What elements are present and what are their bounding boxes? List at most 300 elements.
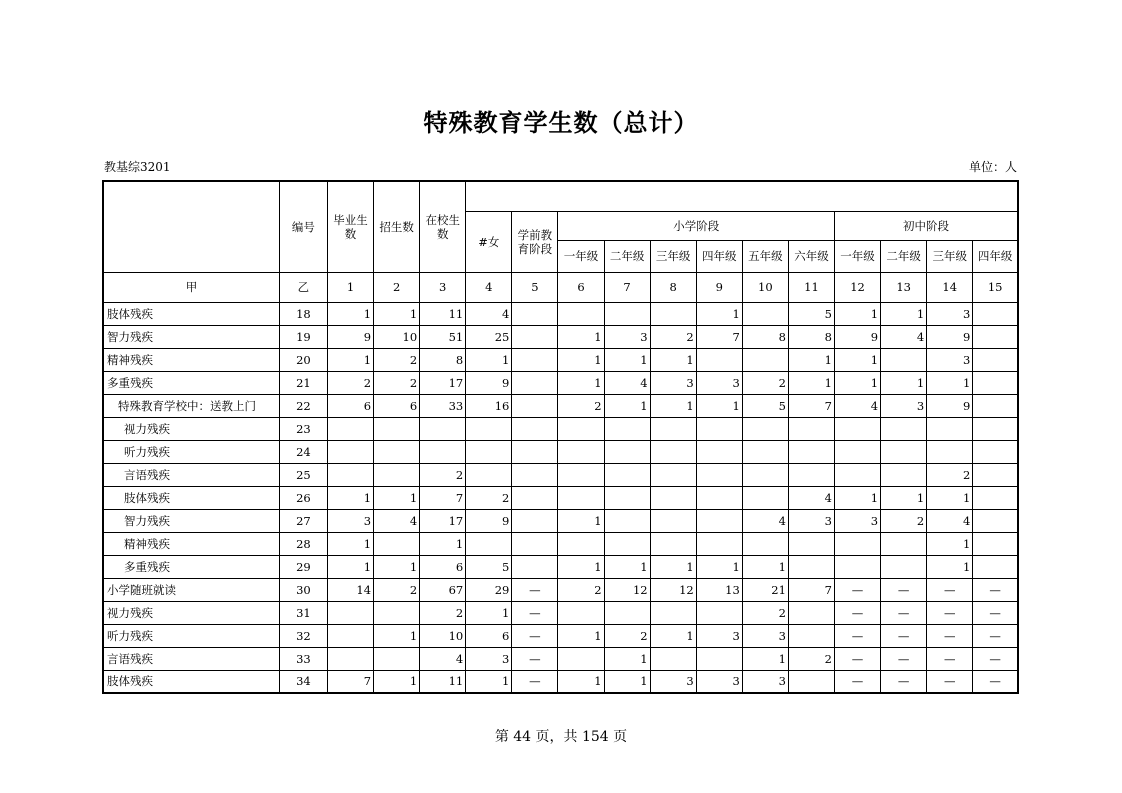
- table-cell: 7: [788, 578, 834, 601]
- table-cell: 8: [742, 325, 788, 348]
- row-label: 听力残疾: [103, 624, 279, 647]
- table-cell: [374, 647, 420, 670]
- row-label: 精神残疾: [103, 348, 279, 371]
- table-cell: 2: [788, 647, 834, 670]
- table-cell: 1: [696, 555, 742, 578]
- table-cell: 4: [420, 647, 466, 670]
- table-cell: —: [512, 647, 558, 670]
- header-female: #女: [466, 211, 512, 272]
- column-index: 9: [696, 272, 742, 302]
- table-cell: 2: [927, 463, 973, 486]
- table-cell: 1: [558, 670, 604, 693]
- table-row: [103, 394, 1018, 417]
- table-cell: —: [973, 624, 1018, 647]
- table-cell: 1: [327, 555, 373, 578]
- table-cell: 4: [374, 509, 420, 532]
- header-primary-grade: 三年级: [650, 240, 696, 272]
- table-cell: [374, 417, 420, 440]
- table-cell: 7: [327, 670, 373, 693]
- table-cell: [604, 532, 650, 555]
- table-cell: 1: [650, 394, 696, 417]
- table-cell: 1: [835, 486, 881, 509]
- row-label: 智力残疾: [103, 325, 279, 348]
- column-index: 3: [420, 272, 466, 302]
- table-cell: 2: [742, 601, 788, 624]
- row-label: 小学随班就读: [103, 578, 279, 601]
- table-cell: [881, 417, 927, 440]
- table-cell: [512, 325, 558, 348]
- table-cell: [374, 532, 420, 555]
- table-cell: 8: [788, 325, 834, 348]
- row-number: 32: [279, 624, 327, 647]
- table-cell: 3: [927, 302, 973, 325]
- table-cell: 9: [466, 371, 512, 394]
- column-index: 10: [742, 272, 788, 302]
- table-cell: [374, 601, 420, 624]
- table-cell: 7: [788, 394, 834, 417]
- table-cell: —: [512, 601, 558, 624]
- table-cell: [650, 647, 696, 670]
- table-row: [103, 670, 1018, 693]
- table-cell: [512, 417, 558, 440]
- table-cell: 4: [835, 394, 881, 417]
- table-cell: 9: [466, 509, 512, 532]
- table-cell: 1: [374, 624, 420, 647]
- table-cell: 2: [420, 601, 466, 624]
- column-index: 14: [927, 272, 973, 302]
- table-cell: 5: [788, 302, 834, 325]
- table-cell: [835, 417, 881, 440]
- table-cell: 12: [604, 578, 650, 601]
- table-cell: 1: [604, 555, 650, 578]
- table-cell: 1: [742, 555, 788, 578]
- header-enrolled: 招生数: [374, 181, 420, 272]
- table-cell: 3: [696, 371, 742, 394]
- header-junior-grade: 三年级: [927, 240, 973, 272]
- table-cell: 1: [788, 348, 834, 371]
- table-cell: 1: [604, 647, 650, 670]
- table-cell: 1: [881, 371, 927, 394]
- table-row: [103, 348, 1018, 371]
- table-cell: [742, 440, 788, 463]
- table-cell: [558, 486, 604, 509]
- table-cell: 1: [558, 325, 604, 348]
- table-cell: [558, 647, 604, 670]
- table-cell: [973, 394, 1018, 417]
- table-cell: 25: [466, 325, 512, 348]
- table-cell: 3: [835, 509, 881, 532]
- table-cell: [788, 532, 834, 555]
- table-cell: [604, 417, 650, 440]
- row-label: 视力残疾: [103, 417, 279, 440]
- table-cell: —: [973, 647, 1018, 670]
- table-cell: [788, 624, 834, 647]
- table-cell: 2: [604, 624, 650, 647]
- column-index: 1: [327, 272, 373, 302]
- table-cell: 1: [696, 394, 742, 417]
- page-title: 特殊教育学生数（总计）: [423, 109, 699, 137]
- column-index: 12: [835, 272, 881, 302]
- column-index: 15: [973, 272, 1018, 302]
- row-number: 27: [279, 509, 327, 532]
- table-cell: [650, 509, 696, 532]
- table-cell: 2: [558, 578, 604, 601]
- table-cell: [742, 532, 788, 555]
- row-number: 28: [279, 532, 327, 555]
- table-cell: 10: [420, 624, 466, 647]
- table-cell: —: [881, 624, 927, 647]
- table-cell: [558, 463, 604, 486]
- table-cell: 1: [742, 647, 788, 670]
- table-cell: 4: [604, 371, 650, 394]
- table-cell: 1: [558, 371, 604, 394]
- table-cell: [327, 601, 373, 624]
- table-cell: [881, 532, 927, 555]
- table-cell: [374, 463, 420, 486]
- table-cell: 33: [420, 394, 466, 417]
- table-cell: [650, 532, 696, 555]
- table-cell: [604, 486, 650, 509]
- table-row: [103, 647, 1018, 670]
- table-cell: 5: [466, 555, 512, 578]
- row-label: 肢体残疾: [103, 486, 279, 509]
- table-cell: [742, 348, 788, 371]
- table-cell: 2: [374, 371, 420, 394]
- table-cell: 1: [788, 371, 834, 394]
- table-cell: 2: [374, 578, 420, 601]
- table-cell: 1: [604, 348, 650, 371]
- table-cell: [327, 417, 373, 440]
- table-cell: 1: [558, 555, 604, 578]
- row-label: 肢体残疾: [103, 670, 279, 693]
- unit-label: 单位：人: [968, 160, 1017, 174]
- row-number: 21: [279, 371, 327, 394]
- header-junior-grade: 一年级: [835, 240, 881, 272]
- table-cell: [788, 601, 834, 624]
- table-cell: [696, 440, 742, 463]
- row-number: 30: [279, 578, 327, 601]
- table-cell: 1: [558, 624, 604, 647]
- table-cell: [374, 440, 420, 463]
- table-cell: [650, 440, 696, 463]
- table-cell: 3: [327, 509, 373, 532]
- row-number: 22: [279, 394, 327, 417]
- table-cell: 1: [650, 348, 696, 371]
- table-cell: 11: [420, 302, 466, 325]
- table-cell: [466, 532, 512, 555]
- table-cell: 1: [374, 302, 420, 325]
- table-cell: [742, 417, 788, 440]
- table-cell: 1: [650, 624, 696, 647]
- table-cell: [973, 440, 1018, 463]
- table-cell: —: [973, 601, 1018, 624]
- table-cell: [558, 417, 604, 440]
- table-cell: [512, 509, 558, 532]
- table-cell: [973, 371, 1018, 394]
- table-cell: 1: [881, 302, 927, 325]
- table-cell: 5: [742, 394, 788, 417]
- table-cell: 4: [927, 509, 973, 532]
- table-cell: [512, 486, 558, 509]
- table-cell: 17: [420, 371, 466, 394]
- table-cell: [558, 302, 604, 325]
- table-cell: [973, 486, 1018, 509]
- table-cell: 67: [420, 578, 466, 601]
- table-cell: 6: [420, 555, 466, 578]
- table-cell: 3: [696, 670, 742, 693]
- table-cell: 3: [927, 348, 973, 371]
- table-cell: 3: [742, 624, 788, 647]
- table-cell: 4: [788, 486, 834, 509]
- table-cell: 6: [374, 394, 420, 417]
- table-cell: 1: [927, 532, 973, 555]
- table-cell: [604, 601, 650, 624]
- header-primary-grade: 四年级: [696, 240, 742, 272]
- table-cell: 1: [466, 670, 512, 693]
- table-cell: 1: [881, 486, 927, 509]
- header-junior-stage: 初中阶段: [835, 211, 1019, 240]
- table-cell: 4: [466, 302, 512, 325]
- table-cell: 1: [558, 348, 604, 371]
- table-cell: [696, 463, 742, 486]
- table-cell: [696, 486, 742, 509]
- table-cell: —: [835, 601, 881, 624]
- table-cell: [788, 417, 834, 440]
- table-row: [103, 302, 1018, 325]
- table-cell: [604, 302, 650, 325]
- header-in-school: 在校生数: [420, 181, 466, 272]
- table-cell: [881, 440, 927, 463]
- row-number: 19: [279, 325, 327, 348]
- column-index: 13: [881, 272, 927, 302]
- header-top-blank: [466, 181, 1018, 211]
- table-cell: [466, 463, 512, 486]
- table-cell: 10: [374, 325, 420, 348]
- table-cell: [650, 302, 696, 325]
- header-primary-stage: 小学阶段: [558, 211, 835, 240]
- data-table: [102, 180, 1019, 694]
- table-cell: 2: [881, 509, 927, 532]
- table-cell: [558, 440, 604, 463]
- table-cell: [788, 555, 834, 578]
- table-cell: 2: [466, 486, 512, 509]
- table-cell: 13: [696, 578, 742, 601]
- table-row: [103, 417, 1018, 440]
- table-cell: 1: [604, 394, 650, 417]
- table-cell: 1: [374, 555, 420, 578]
- table-row: [103, 325, 1018, 348]
- table-cell: [696, 417, 742, 440]
- table-cell: [420, 417, 466, 440]
- table-cell: —: [512, 578, 558, 601]
- table-cell: [512, 371, 558, 394]
- table-cell: 6: [466, 624, 512, 647]
- page-footer: 第 44 页，共 154 页: [494, 729, 628, 745]
- table-cell: 1: [327, 532, 373, 555]
- header-junior-grade: 二年级: [881, 240, 927, 272]
- table-cell: 4: [742, 509, 788, 532]
- form-code: 教基综3201: [104, 160, 171, 174]
- table-cell: [558, 601, 604, 624]
- table-cell: 8: [420, 348, 466, 371]
- table-cell: 4: [881, 325, 927, 348]
- table-cell: 16: [466, 394, 512, 417]
- table-cell: 3: [696, 624, 742, 647]
- row-label: 特殊教育学校中：送教上门: [103, 394, 279, 417]
- table-cell: 1: [835, 371, 881, 394]
- table-cell: [512, 532, 558, 555]
- table-cell: [650, 417, 696, 440]
- table-cell: [788, 463, 834, 486]
- column-index: 8: [650, 272, 696, 302]
- table-cell: 2: [650, 325, 696, 348]
- table-cell: 1: [835, 302, 881, 325]
- table-cell: 1: [327, 486, 373, 509]
- table-cell: 1: [604, 670, 650, 693]
- column-index: 11: [788, 272, 834, 302]
- table-cell: [973, 509, 1018, 532]
- header-primary-grade: 二年级: [604, 240, 650, 272]
- header-number: 编号: [279, 181, 327, 272]
- table-cell: [927, 440, 973, 463]
- table-cell: [512, 394, 558, 417]
- header-junior-grade: 四年级: [973, 240, 1018, 272]
- row-label: 多重残疾: [103, 371, 279, 394]
- table-cell: [927, 417, 973, 440]
- table-cell: [512, 302, 558, 325]
- row-label: 言语残疾: [103, 647, 279, 670]
- table-cell: 1: [696, 302, 742, 325]
- table-cell: [696, 348, 742, 371]
- column-index: 2: [374, 272, 420, 302]
- table-cell: [881, 555, 927, 578]
- table-cell: 21: [742, 578, 788, 601]
- table-cell: 29: [466, 578, 512, 601]
- table-cell: —: [927, 578, 973, 601]
- table-cell: 3: [466, 647, 512, 670]
- table-cell: 1: [558, 509, 604, 532]
- table-cell: 1: [327, 302, 373, 325]
- table-cell: —: [512, 670, 558, 693]
- table-cell: —: [927, 670, 973, 693]
- table-row: [103, 601, 1018, 624]
- table-cell: 7: [420, 486, 466, 509]
- table-cell: —: [835, 578, 881, 601]
- table-cell: [835, 463, 881, 486]
- column-index: 4: [466, 272, 512, 302]
- table-cell: 1: [927, 486, 973, 509]
- table-row: [103, 578, 1018, 601]
- column-index: 6: [558, 272, 604, 302]
- table-cell: 2: [374, 348, 420, 371]
- row-number: 31: [279, 601, 327, 624]
- table-cell: —: [927, 647, 973, 670]
- table-cell: [973, 417, 1018, 440]
- table-cell: [835, 440, 881, 463]
- table-cell: —: [881, 578, 927, 601]
- table-cell: 9: [927, 394, 973, 417]
- table-cell: —: [927, 624, 973, 647]
- table-cell: [512, 463, 558, 486]
- table-cell: [742, 463, 788, 486]
- table-cell: [604, 509, 650, 532]
- row-number: 23: [279, 417, 327, 440]
- table-cell: 3: [650, 371, 696, 394]
- table-cell: [973, 463, 1018, 486]
- table-cell: [835, 555, 881, 578]
- table-cell: [558, 532, 604, 555]
- header-primary-grade: 一年级: [558, 240, 604, 272]
- column-index: 乙: [279, 272, 327, 302]
- table-cell: —: [927, 601, 973, 624]
- table-cell: 14: [327, 578, 373, 601]
- table-cell: [650, 601, 696, 624]
- row-number: 20: [279, 348, 327, 371]
- table-cell: 3: [881, 394, 927, 417]
- table-cell: [696, 509, 742, 532]
- header-preschool: 学前教育阶段: [512, 211, 558, 272]
- table-cell: 1: [420, 532, 466, 555]
- table-cell: [973, 532, 1018, 555]
- column-index: 甲: [103, 272, 279, 302]
- column-index: 5: [512, 272, 558, 302]
- table-cell: 17: [420, 509, 466, 532]
- table-cell: —: [881, 647, 927, 670]
- table-cell: 51: [420, 325, 466, 348]
- table-row: [103, 486, 1018, 509]
- table-row: [103, 509, 1018, 532]
- table-cell: —: [512, 624, 558, 647]
- row-number: 24: [279, 440, 327, 463]
- table-cell: [327, 624, 373, 647]
- table-cell: 1: [835, 348, 881, 371]
- table-cell: [466, 440, 512, 463]
- table-cell: 3: [650, 670, 696, 693]
- table-row: [103, 532, 1018, 555]
- table-cell: [973, 555, 1018, 578]
- table-cell: 6: [327, 394, 373, 417]
- table-cell: 1: [927, 555, 973, 578]
- table-cell: 2: [327, 371, 373, 394]
- table-row: [103, 463, 1018, 486]
- table-cell: [512, 555, 558, 578]
- row-label: 智力残疾: [103, 509, 279, 532]
- table-cell: 9: [835, 325, 881, 348]
- table-cell: —: [881, 670, 927, 693]
- row-label: 精神残疾: [103, 532, 279, 555]
- table-cell: [466, 417, 512, 440]
- table-cell: [327, 647, 373, 670]
- table-cell: —: [835, 624, 881, 647]
- table-cell: —: [835, 647, 881, 670]
- table-cell: 1: [374, 486, 420, 509]
- table-row: [103, 555, 1018, 578]
- table-cell: [973, 348, 1018, 371]
- table-cell: 2: [420, 463, 466, 486]
- table-cell: [696, 532, 742, 555]
- row-number: 18: [279, 302, 327, 325]
- row-label: 言语残疾: [103, 463, 279, 486]
- table-cell: [512, 440, 558, 463]
- table-cell: 1: [466, 348, 512, 371]
- table-cell: 3: [742, 670, 788, 693]
- row-label: 肢体残疾: [103, 302, 279, 325]
- table-row: [103, 440, 1018, 463]
- table-cell: [973, 302, 1018, 325]
- table-cell: [742, 486, 788, 509]
- table-cell: 1: [650, 555, 696, 578]
- table-cell: 9: [327, 325, 373, 348]
